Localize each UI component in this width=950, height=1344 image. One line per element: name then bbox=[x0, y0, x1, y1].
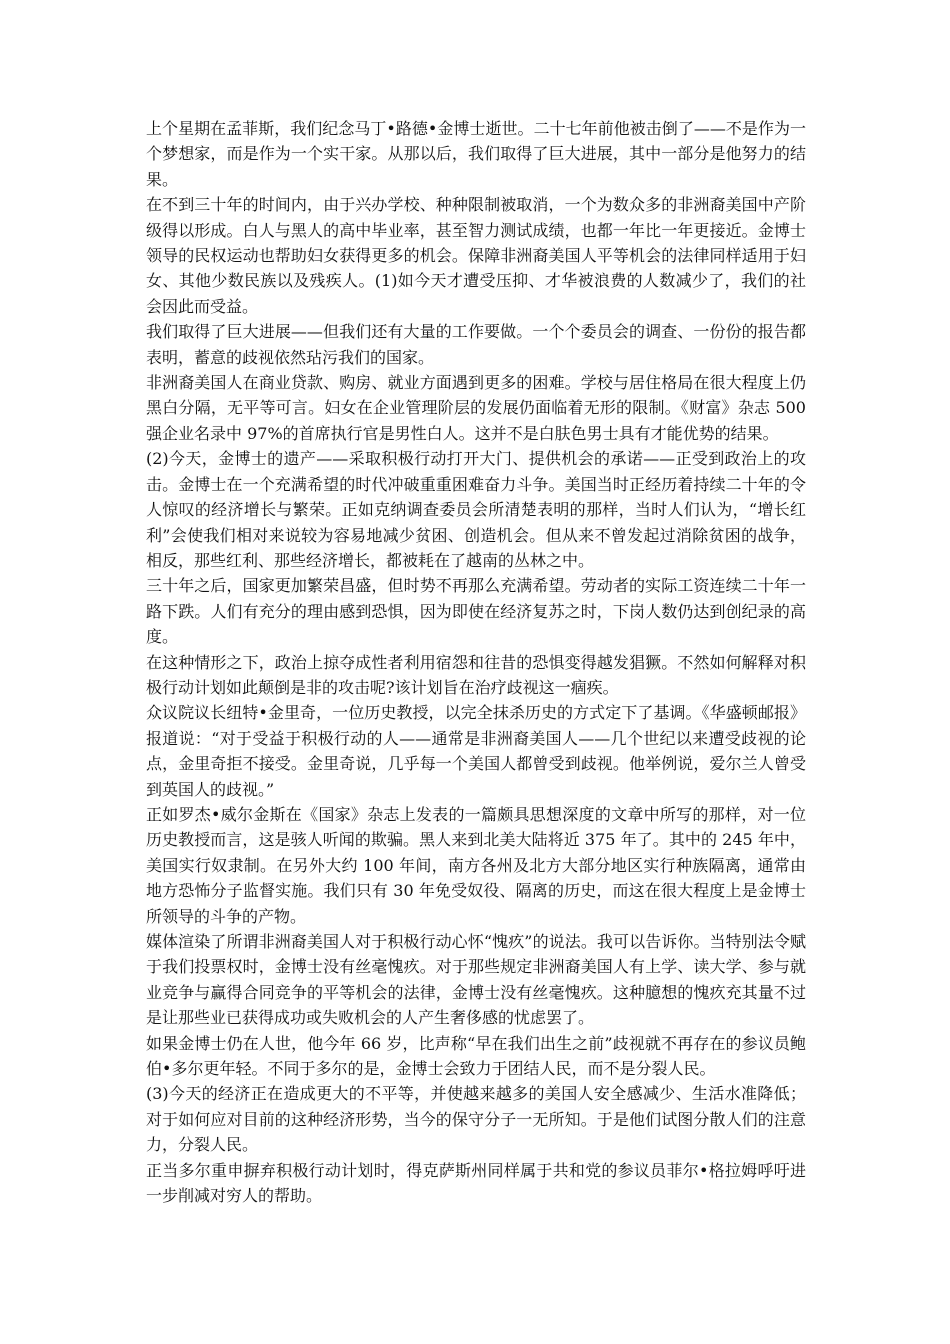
paragraph-9: 正如罗杰•威尔金斯在《国家》杂志上发表的一篇颇具思想深度的文章中所写的那样，对一位历史教授而言，这是骇人听闻的欺骗。黑人来到北美大陆将近 375 年了。其中的 245 年中，美国实行奴隶制。在另外大约 100 年间，南方各州及北方大部分地区实行种族隔离，通常由地方恐怖分子监督实施。我们只有 30 年免受奴役、隔离的历史，而这在很大程度上是金博士所领导的斗争的产物。 bbox=[146, 804, 806, 926]
paragraph-10: 媒体渲染了所谓非洲裔美国人对于积极行动心怀“愧疚”的说法。我可以告诉你。当特别法令赋于我们投票权时，金博士没有丝毫愧疚。对于那些规定非洲裔美国人有上学、读大学、参与就业竞争与赢得合同竞争的平等机会的法律，金博士没有丝毫愧疚。这种臆想的愧疚充其量不过是让那些业已获得成功或失败机会的人产生奢侈感的忧虑罢了。 bbox=[146, 932, 806, 1028]
paragraph-12: (3)今天的经济正在造成更大的不平等，并使越来越多的美国人安全感减少、生活水准降低；对于如何应对目前的这种经济形势，当今的保守分子一无所知。于是他们试图分散人们的注意力，分裂人民。 bbox=[146, 1084, 806, 1155]
paragraph-6: 三十年之后，国家更加繁荣昌盛，但时势不再那么充满希望。劳动者的实际工资连续二十年一路下跌。人们有充分的理由感到恐惧，因为即使在经济复苏之时，下岗人数仍达到创纪录的高度。 bbox=[146, 576, 806, 647]
paragraph-8: 众议院议长纽特•金里奇，一位历史教授，以完全抹杀历史的方式定下了基调。《华盛顿邮报》报道说：“对于受益于积极行动的人——通常是非洲裔美国人——几个世纪以来遭受歧视的论点，金里奇拒不接受。金里奇说，几乎每一个美国人都曾受到歧视。他举例说，爱尔兰人曾受到英国人的歧视。” bbox=[146, 703, 806, 799]
paragraph-13: 正当多尔重申摒弃积极行动计划时，得克萨斯州同样属于共和党的参议员菲尔•格拉姆呼吁进一步削减对穷人的帮助。 bbox=[146, 1160, 806, 1206]
paragraph-7: 在这种情形之下，政治上掠夺成性者利用宿怨和往昔的恐惧变得越发猖獗。不然如何解释对积极行动计划如此颠倒是非的攻击呢?该计划旨在治疗歧视这一痼疾。 bbox=[146, 652, 806, 697]
article-body bbox=[146, 116, 806, 1208]
paragraph-1: 上个星期在孟菲斯，我们纪念马丁•路德•金博士逝世。二十七年前他被击倒了——不是作为一个梦想家，而是作为一个实干家。从那以后，我们取得了巨大进展，其中一部分是他努力的结果。 bbox=[146, 119, 806, 189]
paragraph-5: (2)今天，金博士的遗产——采取积极行动打开大门、提供机会的承诺——正受到政治上的攻击。金博士在一个充满希望的时代冲破重重困难奋力斗争。美国当时正经历着持续二十年的令人惊叹的经济增长与繁荣。正如克纳调查委员会所清楚表明的那样，当时人们认为，“增长红利”会使我们相对来说较为容易地减少贫困、创造机会。但从来不曾发起过消除贫困的战争，相反，那些红利、那些经济增长，都被耗在了越南的丛林之中。 bbox=[146, 449, 806, 570]
paragraph-3: 我们取得了巨大进展——但我们还有大量的工作要做。一个个委员会的调查、一份份的报告都表明，蓄意的歧视依然玷污我们的国家。 bbox=[146, 322, 806, 367]
paragraph-11: 如果金博士仍在人世，他今年 66 岁，比声称“早在我们出生之前”歧视就不再存在的参议员鲍伯•多尔更年轻。不同于多尔的是，金博士会致力于团结人民，而不是分裂人民。 bbox=[146, 1033, 806, 1079]
paragraph-2: 在不到三十年的时间内，由于兴办学校、种种限制被取消，一个为数众多的非洲裔美国中产阶级得以形成。白人与黑人的高中毕业率，甚至智力测试成绩，也都一年比一年更接近。金博士领导的民权运动也帮助妇女获得更多的机会。保障非洲裔美国人平等机会的法律同样适用于妇女、其他少数民族以及残疾人。(1)如今天才遭受压抑、才华被浪费的人数减少了，我们的社会因此而受益。 bbox=[146, 195, 806, 316]
paragraph-4: 非洲裔美国人在商业贷款、购房、就业方面遇到更多的困难。学校与居住格局在很大程度上仍黑白分隔，无平等可言。妇女在企业管理阶层的发展仍面临着无形的限制。《财富》杂志 500 强企业名录中 97%的首席执行官是男性白人。这并不是白肤色男士具有才能优势的结果。 bbox=[146, 373, 806, 443]
